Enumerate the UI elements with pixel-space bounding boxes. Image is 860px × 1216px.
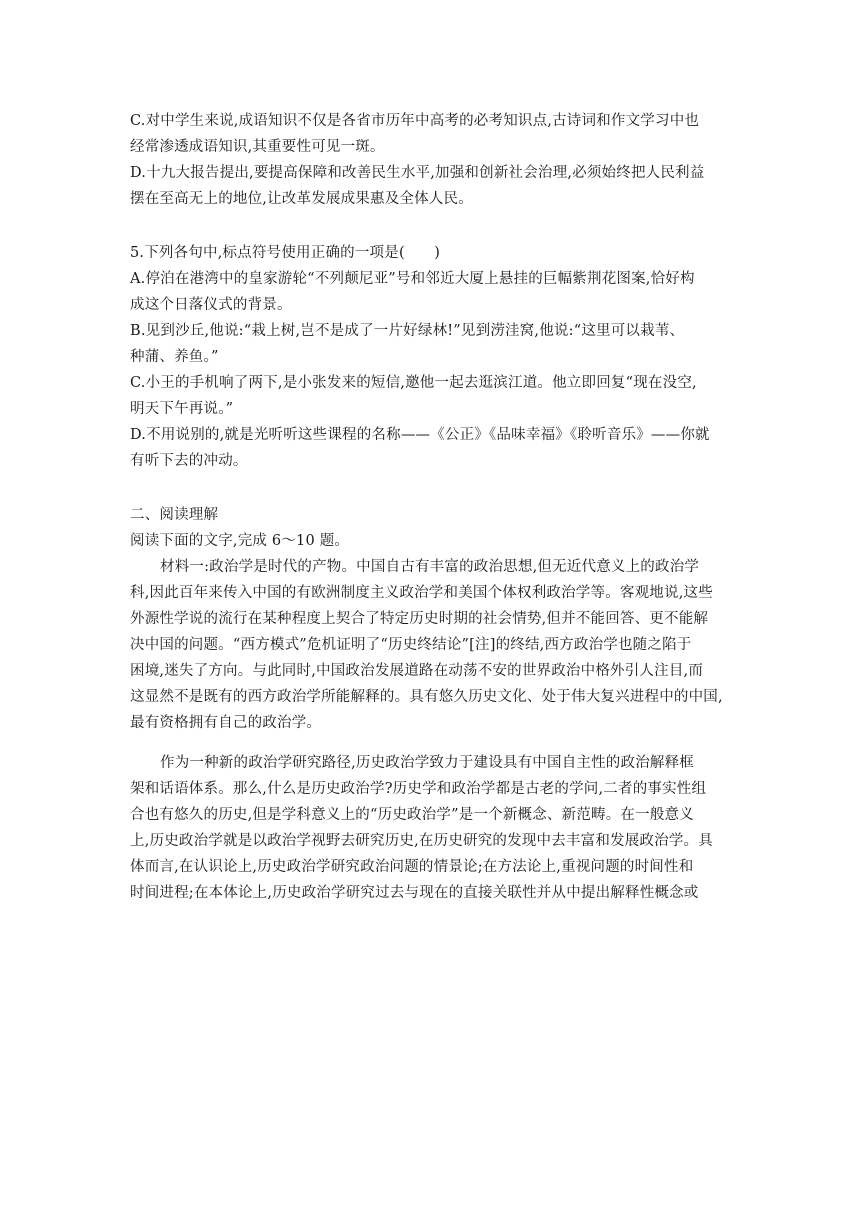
paragraph-line: 体而言,在认识论上,历史政治学研究政治问题的情景论;在方法论上,重视问题的时间性和: [130, 859, 694, 875]
q5-option-c-line-1: C.小王的手机响了两下,是小张发来的短信,邀他一起去逛滨江道。他立即回复“现在没空,: [130, 375, 697, 391]
paragraph-line: 困境,迷失了方向。与此同时,中国政治发展道路在动荡不安的世界政治中格外引人注目,而: [130, 663, 704, 679]
paragraph-line: 最有资格拥有自己的政治学。: [130, 715, 322, 731]
q5-option-b-line-1: B.见到沙丘,他说:“栽上树,岂不是成了一片好绿林!”见到涝洼窝,他说:“这里可以栽苇、: [130, 323, 685, 339]
q4-option-d-line-2: 摆在至高无上的地位,让改革发展成果惠及全体人民。: [130, 191, 473, 207]
paragraph-line: 时间进程;在本体论上,历史政治学研究过去与现在的直接关联性并从中提出解释性概念或: [130, 885, 699, 901]
passage-paragraph-1: [130, 554, 730, 736]
q5-option-d-line-1: D.不用说别的,就是光听听这些课程的名称——《公正》《品味幸福》《聆听音乐》——你就: [130, 427, 710, 443]
section-heading: 二、阅读理解: [130, 507, 219, 523]
paragraph-line: 上,历史政治学就是以政治学视野去研究历史,在历史研究的发现中去丰富和发展政治学。具: [130, 833, 713, 849]
q4-option-c-line-1: C.对中学生来说,成语知识不仅是各省市历年中高考的必考知识点,古诗词和作文学习中也: [130, 113, 700, 129]
paragraph-line: 作为一种新的政治学研究路径,历史政治学致力于建设具有中国自主性的政治解释框: [160, 755, 695, 771]
q5-option-a-line-2: 成这个日落仪式的背景。: [130, 297, 292, 313]
passage-paragraph-2: [130, 750, 730, 906]
q5-option-b-line-2: 种蒲、养鱼。”: [130, 349, 219, 365]
paragraph-line: 科,因此百年来传入中国的有欧洲制度主义政治学和美国个体权利政治学等。客观地说,这些: [130, 585, 713, 601]
q4-option-c-line-2: 经常渗透成语知识,其重要性可见一斑。: [130, 139, 385, 155]
q5-option-c-line-2: 明天下午再说。”: [130, 401, 234, 417]
q4-option-d-line-1: D.十九大报告提出,要提高保障和改善民生水平,加强和创新社会治理,必须始终把人民利益: [130, 165, 705, 181]
question-4-options: [130, 108, 730, 212]
paragraph-line: 材料一:政治学是时代的产物。中国自古有丰富的政治思想,但无近代意义上的政治学: [160, 559, 700, 575]
paragraph-line: 合也有悠久的历史,但是学科意义上的“历史政治学”是一个新概念、新范畴。在一般意义: [130, 807, 694, 823]
q5-option-d-line-2: 有听下去的冲动。: [130, 453, 248, 469]
paragraph-line: 决中国的问题。“西方模式”危机证明了“历史终结论”[注]的终结,西方政治学也随之陷于: [130, 637, 692, 653]
section-instruction: 阅读下面的文字,完成 6～10 题。: [130, 533, 350, 549]
section-reading: [130, 502, 730, 906]
q5-stem: 5.下列各句中,标点符号使用正确的一项是( ): [130, 245, 441, 261]
paragraph-line: 外源性学说的流行在某种程度上契合了特定历史时期的社会情势,但并不能回答、更不能解: [130, 611, 709, 627]
question-5: [130, 240, 730, 474]
document-page: [130, 108, 730, 906]
q5-option-a-line-1: A.停泊在港湾中的皇家游轮“不列颠尼亚”号和邻近大厦上悬挂的巨幅紫荆花图案,恰好构: [130, 271, 695, 287]
paragraph-line: 这显然不是既有的西方政治学所能解释的。具有悠久历史文化、处于伟大复兴进程中的中国,: [130, 689, 723, 705]
paragraph-line: 架和话语体系。那么,什么是历史政治学?历史学和政治学都是古老的学问,二者的事实性组: [130, 781, 707, 797]
